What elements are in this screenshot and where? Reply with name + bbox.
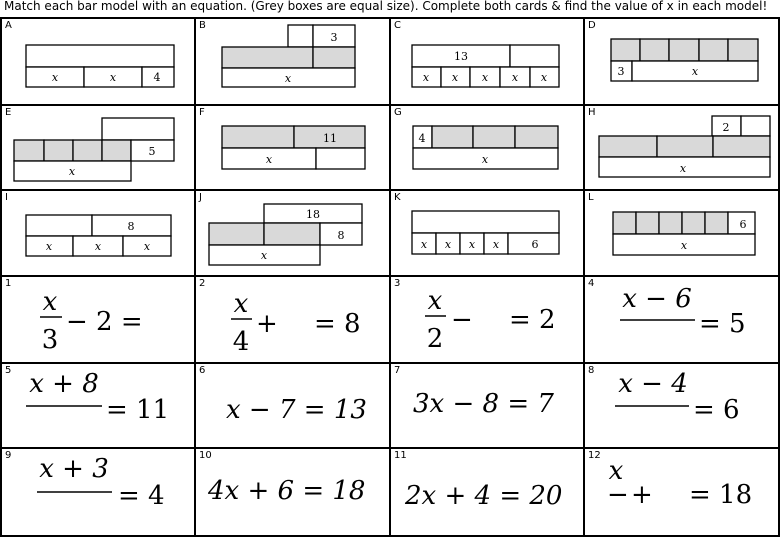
- card-letter: G: [394, 107, 402, 118]
- fraction-denominator: 4: [232, 327, 250, 357]
- bar-model-diagram: [585, 191, 778, 275]
- bar-label: x: [691, 65, 699, 78]
- operator: +: [256, 309, 278, 339]
- equation-text: 3x − 8 = 7: [413, 389, 554, 419]
- bar-model-card-h[interactable]: [583, 104, 780, 191]
- bar-label: x: [679, 162, 687, 175]
- bar-model-card-e[interactable]: [0, 104, 196, 191]
- bar-label: 6: [739, 218, 747, 231]
- fraction-denominator: 3: [41, 325, 59, 355]
- bar-label: x: [511, 71, 519, 84]
- equation-expression: [391, 449, 583, 535]
- bar-label: x: [481, 153, 489, 166]
- fraction-numerator: x − 6: [622, 284, 692, 314]
- equation-card-2[interactable]: [194, 275, 391, 364]
- card-letter: L: [588, 192, 594, 203]
- card-letter: H: [588, 107, 596, 118]
- operator: −: [607, 480, 629, 510]
- bar-label: x: [51, 71, 59, 84]
- fraction-denominator: 2: [426, 324, 444, 354]
- fraction-numerator: x: [42, 287, 58, 317]
- bar-label: x: [94, 240, 102, 253]
- card-letter: I: [5, 192, 8, 203]
- bar-model-diagram: [196, 19, 389, 104]
- equation-text: 4x + 6 = 18: [208, 476, 366, 506]
- equation-expression: [2, 277, 194, 362]
- bar-label: 4: [153, 71, 161, 84]
- bar-model-diagram: [391, 191, 583, 275]
- bar-model-card-c[interactable]: [389, 17, 585, 106]
- bar-label: 11: [323, 132, 337, 145]
- fraction-numerator: x + 3: [39, 454, 109, 484]
- card-number: 7: [394, 365, 401, 376]
- bar-label: 2: [722, 121, 730, 134]
- bar-label: x: [680, 239, 688, 252]
- fraction-numerator: x: [608, 456, 624, 486]
- card-number: 6: [199, 365, 206, 376]
- equation-card-12[interactable]: [583, 447, 780, 537]
- bar-model-card-j[interactable]: [194, 189, 391, 277]
- equation-expression: [196, 449, 389, 535]
- equation-card-8[interactable]: [583, 362, 780, 449]
- bar-label: 6: [531, 238, 539, 251]
- bar-model-diagram: [196, 191, 389, 275]
- card-number: 10: [199, 450, 212, 461]
- bar-label: 4: [418, 132, 426, 145]
- card-number: 4: [588, 278, 595, 289]
- bar-label: x: [451, 71, 459, 84]
- equation-remainder: = 4: [118, 481, 165, 511]
- card-letter: C: [394, 20, 401, 31]
- operator: +: [631, 480, 653, 510]
- equation-card-5[interactable]: [0, 362, 196, 449]
- bar-model-diagram: [2, 191, 194, 275]
- equation-remainder: = 5: [699, 309, 746, 339]
- bar-model-card-g[interactable]: [389, 104, 585, 191]
- bar-label: x: [260, 249, 268, 262]
- card-letter: B: [199, 20, 206, 31]
- operator: −: [451, 305, 473, 335]
- equation-card-4[interactable]: [583, 275, 780, 364]
- bar-label: x: [444, 238, 452, 251]
- bar-model-card-d[interactable]: [583, 17, 780, 106]
- bar-label: 5: [148, 145, 156, 158]
- bar-label: x: [68, 165, 76, 178]
- equation-card-10[interactable]: [194, 447, 391, 537]
- card-number: 5: [5, 365, 12, 376]
- equation-remainder: = 11: [106, 395, 170, 425]
- bar-model-card-l[interactable]: [583, 189, 780, 277]
- bar-label: 3: [617, 65, 625, 78]
- bar-label: x: [420, 238, 428, 251]
- bar-model-card-i[interactable]: [0, 189, 196, 277]
- equation-expression: [585, 364, 778, 447]
- bar-label: 13: [454, 50, 468, 63]
- card-number: 8: [588, 365, 595, 376]
- bar-model-diagram: [391, 106, 583, 189]
- fraction-numerator: x − 4: [618, 369, 688, 399]
- bar-model-card-a[interactable]: [0, 17, 196, 106]
- card-letter: A: [5, 20, 12, 31]
- bar-label: x: [284, 72, 292, 85]
- bar-label: x: [265, 153, 273, 166]
- bar-model-card-f[interactable]: [194, 104, 391, 191]
- bar-label: x: [109, 71, 117, 84]
- bar-model-diagram: [2, 106, 194, 189]
- bar-model-card-b[interactable]: [194, 17, 391, 106]
- card-letter: D: [588, 20, 596, 31]
- equation-text: 2x + 4 = 20: [405, 481, 563, 511]
- bar-label: x: [468, 238, 476, 251]
- equation-remainder: − 2 =: [66, 307, 143, 337]
- bar-label: 18: [306, 208, 320, 221]
- bar-label: 3: [330, 31, 338, 44]
- card-number: 9: [5, 450, 12, 461]
- card-letter: E: [5, 107, 12, 118]
- equation-remainder: = 6: [693, 395, 740, 425]
- bar-label: 8: [127, 220, 135, 233]
- bar-label: x: [45, 240, 53, 253]
- equation-text: x − 7 = 13: [226, 395, 367, 425]
- fraction-numerator: x: [427, 286, 443, 316]
- equation-card-3[interactable]: [389, 275, 585, 364]
- bar-label: x: [540, 71, 548, 84]
- fraction-numerator: x + 8: [29, 369, 99, 399]
- card-number: 2: [199, 278, 206, 289]
- bar-model-diagram: [585, 19, 778, 104]
- card-number: 11: [394, 450, 407, 461]
- bar-model-diagram: [2, 19, 194, 104]
- card-number: 12: [588, 450, 601, 461]
- equation-expression: [196, 277, 389, 362]
- bar-label: x: [143, 240, 151, 253]
- fraction-numerator: x: [233, 289, 249, 319]
- card-letter: K: [394, 192, 401, 203]
- card-letter: F: [199, 107, 205, 118]
- bar-label: 8: [337, 229, 345, 242]
- equation-card-1[interactable]: [0, 275, 196, 364]
- card-number: 1: [5, 278, 12, 289]
- bar-model-diagram: [585, 106, 778, 189]
- card-letter: J: [199, 192, 202, 203]
- card-number: 3: [394, 278, 401, 289]
- equation-expression: [196, 364, 389, 447]
- equation-card-9[interactable]: [0, 447, 196, 537]
- equation-remainder: = 8: [314, 309, 361, 339]
- equation-card-11[interactable]: [389, 447, 585, 537]
- bar-label: x: [492, 238, 500, 251]
- bar-model-card-k[interactable]: [389, 189, 585, 277]
- instructions-heading: Match each bar model with an equation. (Grey boxes are equal size). Complete both cards & find the value of x in each model!: [4, 0, 768, 13]
- equation-expression: [585, 277, 778, 362]
- equation-remainder: = 2: [509, 305, 556, 335]
- equation-expression: [391, 364, 583, 447]
- equation-expression: [2, 364, 194, 447]
- equation-card-6[interactable]: [194, 362, 391, 449]
- bar-model-diagram: [196, 106, 389, 189]
- bar-label: x: [422, 71, 430, 84]
- bar-model-diagram: [391, 19, 583, 104]
- equation-card-7[interactable]: [389, 362, 585, 449]
- bar-label: x: [481, 71, 489, 84]
- equation-remainder: = 18: [689, 480, 753, 510]
- equation-expression: [2, 449, 194, 535]
- equation-expression: [585, 449, 778, 535]
- equation-expression: [391, 277, 583, 362]
